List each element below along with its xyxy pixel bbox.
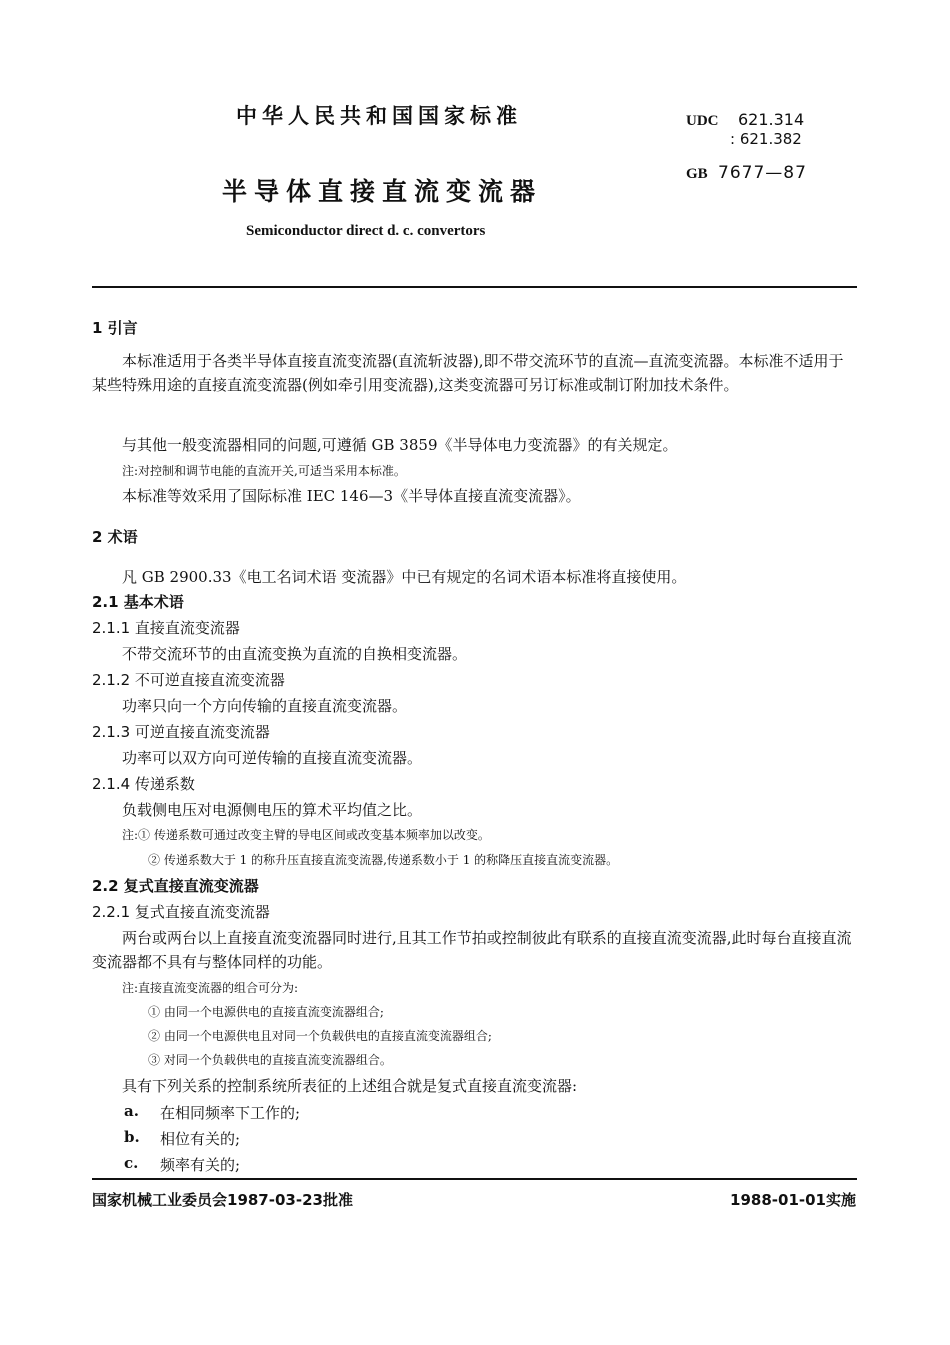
- list-item-text: 相位有关的;: [160, 1130, 241, 1148]
- section-2-2-heading: 2.2 复式直接直流变流器: [92, 877, 259, 895]
- section-1-note: 注:对控制和调节电能的直流开关,可适当采用本标准。: [122, 464, 406, 478]
- section-2-1-4-note-2: ② 传递系数大于 1 的称升压直接直流变流器,传递系数小于 1 的称降压直接直流变流器。: [148, 853, 619, 867]
- header-divider: [92, 286, 857, 288]
- gb-label: GB: [686, 166, 708, 182]
- section-2-heading: 2 术语: [92, 528, 138, 546]
- section-2-2-1-text: 两台或两台以上直接直流变流器同时进行,且其工作节拍或控制彼此有联系的直接直流变流器,此时每台直接直流变流器都不具有与整体同样的功能。: [92, 929, 852, 971]
- footer-divider: [92, 1178, 857, 1180]
- list-item-mark: c.: [124, 1154, 139, 1172]
- section-2-1-3-text: 功率可以双方向可逆传输的直接直流变流器。: [122, 749, 423, 767]
- section-2-2-1-text-2: 具有下列关系的控制系统所表征的上述组合就是复式直接直流变流器:: [122, 1077, 578, 1095]
- section-2-2-1-note-item-3: ③ 对同一个负载供电的直接直流变流器组合。: [148, 1053, 392, 1067]
- section-2-1-4-text: 负载侧电压对电源侧电压的算术平均值之比。: [122, 801, 423, 819]
- approval-note: 国家机械工业委员会1987-03-23批准: [92, 1191, 353, 1209]
- effective-date: 1988-01-01实施: [730, 1191, 856, 1209]
- section-2-1-4-note-1: 注:① 传递系数可通过改变主臂的导电区间或改变基本频率加以改变。: [122, 828, 490, 842]
- udc-code-1: 621.314: [738, 110, 805, 129]
- section-2-2-1-note-item-1: ① 由同一个电源供电的直接直流变流器组合;: [148, 1005, 384, 1019]
- section-1-heading: 1 引言: [92, 319, 138, 337]
- document-title-english: Semiconductor direct d. c. convertors: [246, 223, 486, 239]
- section-2-1-heading: 2.1 基本术语: [92, 593, 184, 611]
- section-2-paragraph-1: 凡 GB 2900.33《电工名词术语 变流器》中已有规定的名词术语本标准将直接使用。: [122, 568, 687, 586]
- section-1-paragraph-3: 本标准等效采用了国际标准 IEC 146—3《半导体直接直流变流器》。: [122, 487, 581, 505]
- standard-org-title: 中华人民共和国国家标准: [236, 104, 522, 128]
- list-item-mark: a.: [124, 1102, 139, 1120]
- udc-code-2: : 621.382: [730, 130, 802, 148]
- section-2-1-2-heading: 2.1.2 不可逆直接直流变流器: [92, 671, 285, 689]
- section-2-1-3-heading: 2.1.3 可逆直接直流变流器: [92, 723, 270, 741]
- section-1-paragraph-2: 与其他一般变流器相同的问题,可遵循 GB 3859《半导体电力变流器》的有关规定。: [122, 436, 678, 454]
- list-item-text: 频率有关的;: [160, 1156, 241, 1174]
- section-2-1-2-text: 功率只向一个方向传输的直接直流变流器。: [122, 697, 408, 715]
- section-2-2-1-note-item-2: ② 由同一个电源供电且对同一个负载供电的直接直流变流器组合;: [148, 1029, 492, 1043]
- section-2-1-4-heading: 2.1.4 传递系数: [92, 775, 195, 793]
- gb-code: 7677—87: [718, 163, 807, 183]
- udc-label: UDC: [686, 113, 719, 129]
- section-2-1-1-text: 不带交流环节的由直流变换为直流的自换相变流器。: [122, 645, 468, 663]
- section-1-paragraph-1: 本标准适用于各类半导体直接直流变流器(直流斩波器),即不带交流环节的直流—直流变流器。本标准不适用于某些特殊用途的直接直流变流器(例如牵引用变流器),这类变流器可另订标准或制订附加技术条件。: [92, 352, 844, 394]
- section-2-2-1-heading: 2.2.1 复式直接直流变流器: [92, 903, 270, 921]
- section-2-1-1-heading: 2.1.1 直接直流变流器: [92, 619, 240, 637]
- list-item-mark: b.: [124, 1128, 140, 1146]
- section-2-2-1-note: 注:直接直流变流器的组合可分为:: [122, 981, 299, 995]
- list-item-text: 在相同频率下工作的;: [160, 1104, 301, 1122]
- document-title: 半导体直接直流变流器: [222, 177, 543, 206]
